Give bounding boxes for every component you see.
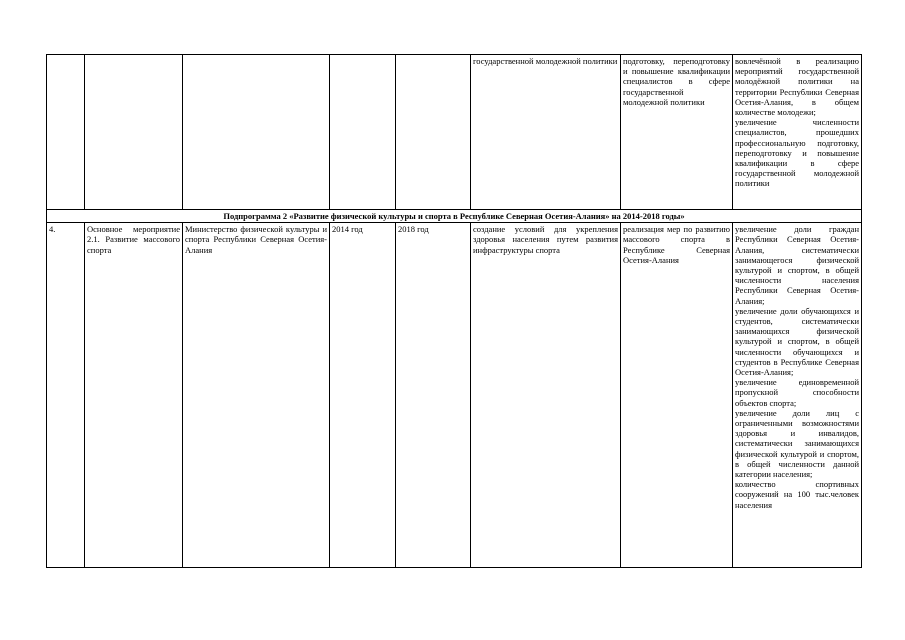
cell-results bbox=[733, 55, 862, 210]
result-item: количество спортивных сооружений на 100 тыс.человек населения bbox=[735, 479, 859, 510]
cell-end-year bbox=[396, 55, 471, 210]
subprogram-heading: Подпрограмма 2 «Развитие физической культуры и спорта в Республике Северная Осетия-Алания» на 2014-2018 годы» bbox=[47, 210, 862, 223]
cell-number bbox=[47, 55, 85, 210]
result-item: увеличение доли лиц с ограниченными возможностями здоровья и инвалидов, систематически занимающихся физической культурой и спортом, в общей численности данной категории населения; bbox=[735, 407, 859, 480]
cell-activity: Основное мероприятие 2.1. Развитие массового спорта bbox=[85, 223, 183, 568]
result-item: увеличение доли граждан Республики Северная Осетия-Алания, систематически занимающегося физической культурой и спортом, в общей численности населения Республики Северная Осетия-Алания; bbox=[735, 224, 859, 306]
result-item: вовлечённой в реализацию мероприятий государственной молодёжной политики на территории Республики Северная Осетия-Алания, в общем количестве молодежи; bbox=[735, 56, 859, 118]
cell-number: 4. bbox=[47, 223, 85, 568]
cell-measures: подготовку, переподготовку и повышение квалификации специалистов в сфере государственной молодежной политики bbox=[621, 55, 733, 210]
cell-executor bbox=[183, 55, 330, 210]
cell-activity bbox=[85, 55, 183, 210]
table-row-4 bbox=[47, 223, 862, 568]
cell-start-year: 2014 год bbox=[330, 223, 396, 568]
cell-end-year: 2018 год bbox=[396, 223, 471, 568]
cell-tasks: создание условий для укрепления здоровья населения путем развития инфраструктуры спорта bbox=[471, 223, 621, 568]
cell-tasks: государственной молодежной политики bbox=[471, 55, 621, 210]
table-row-continuation bbox=[47, 55, 862, 210]
result-item: увеличение доли обучающихся и студентов, систематически занимающихся физической культурой и спортом, в общей численности обучающихся и студентов в Республике Северная Осетия-Алания; bbox=[735, 305, 859, 378]
result-item: увеличение единовременной пропускной способности объектов спорта; bbox=[735, 377, 859, 408]
cell-measures: реализация мер по развитию массового спорта в Республике Северная Осетия-Алания bbox=[621, 223, 733, 568]
program-table bbox=[46, 54, 862, 568]
result-item: увеличение численности специалистов, прошедших профессиональную подготовку, переподготовку и повышение квалификации в сфере государственной молодежной политики bbox=[735, 117, 859, 189]
cell-start-year bbox=[330, 55, 396, 210]
cell-results bbox=[733, 223, 862, 568]
cell-executor: Министерство физической культуры и спорта Республики Северная Осетия-Алания bbox=[183, 223, 330, 568]
subprogram-heading-row bbox=[47, 210, 862, 223]
